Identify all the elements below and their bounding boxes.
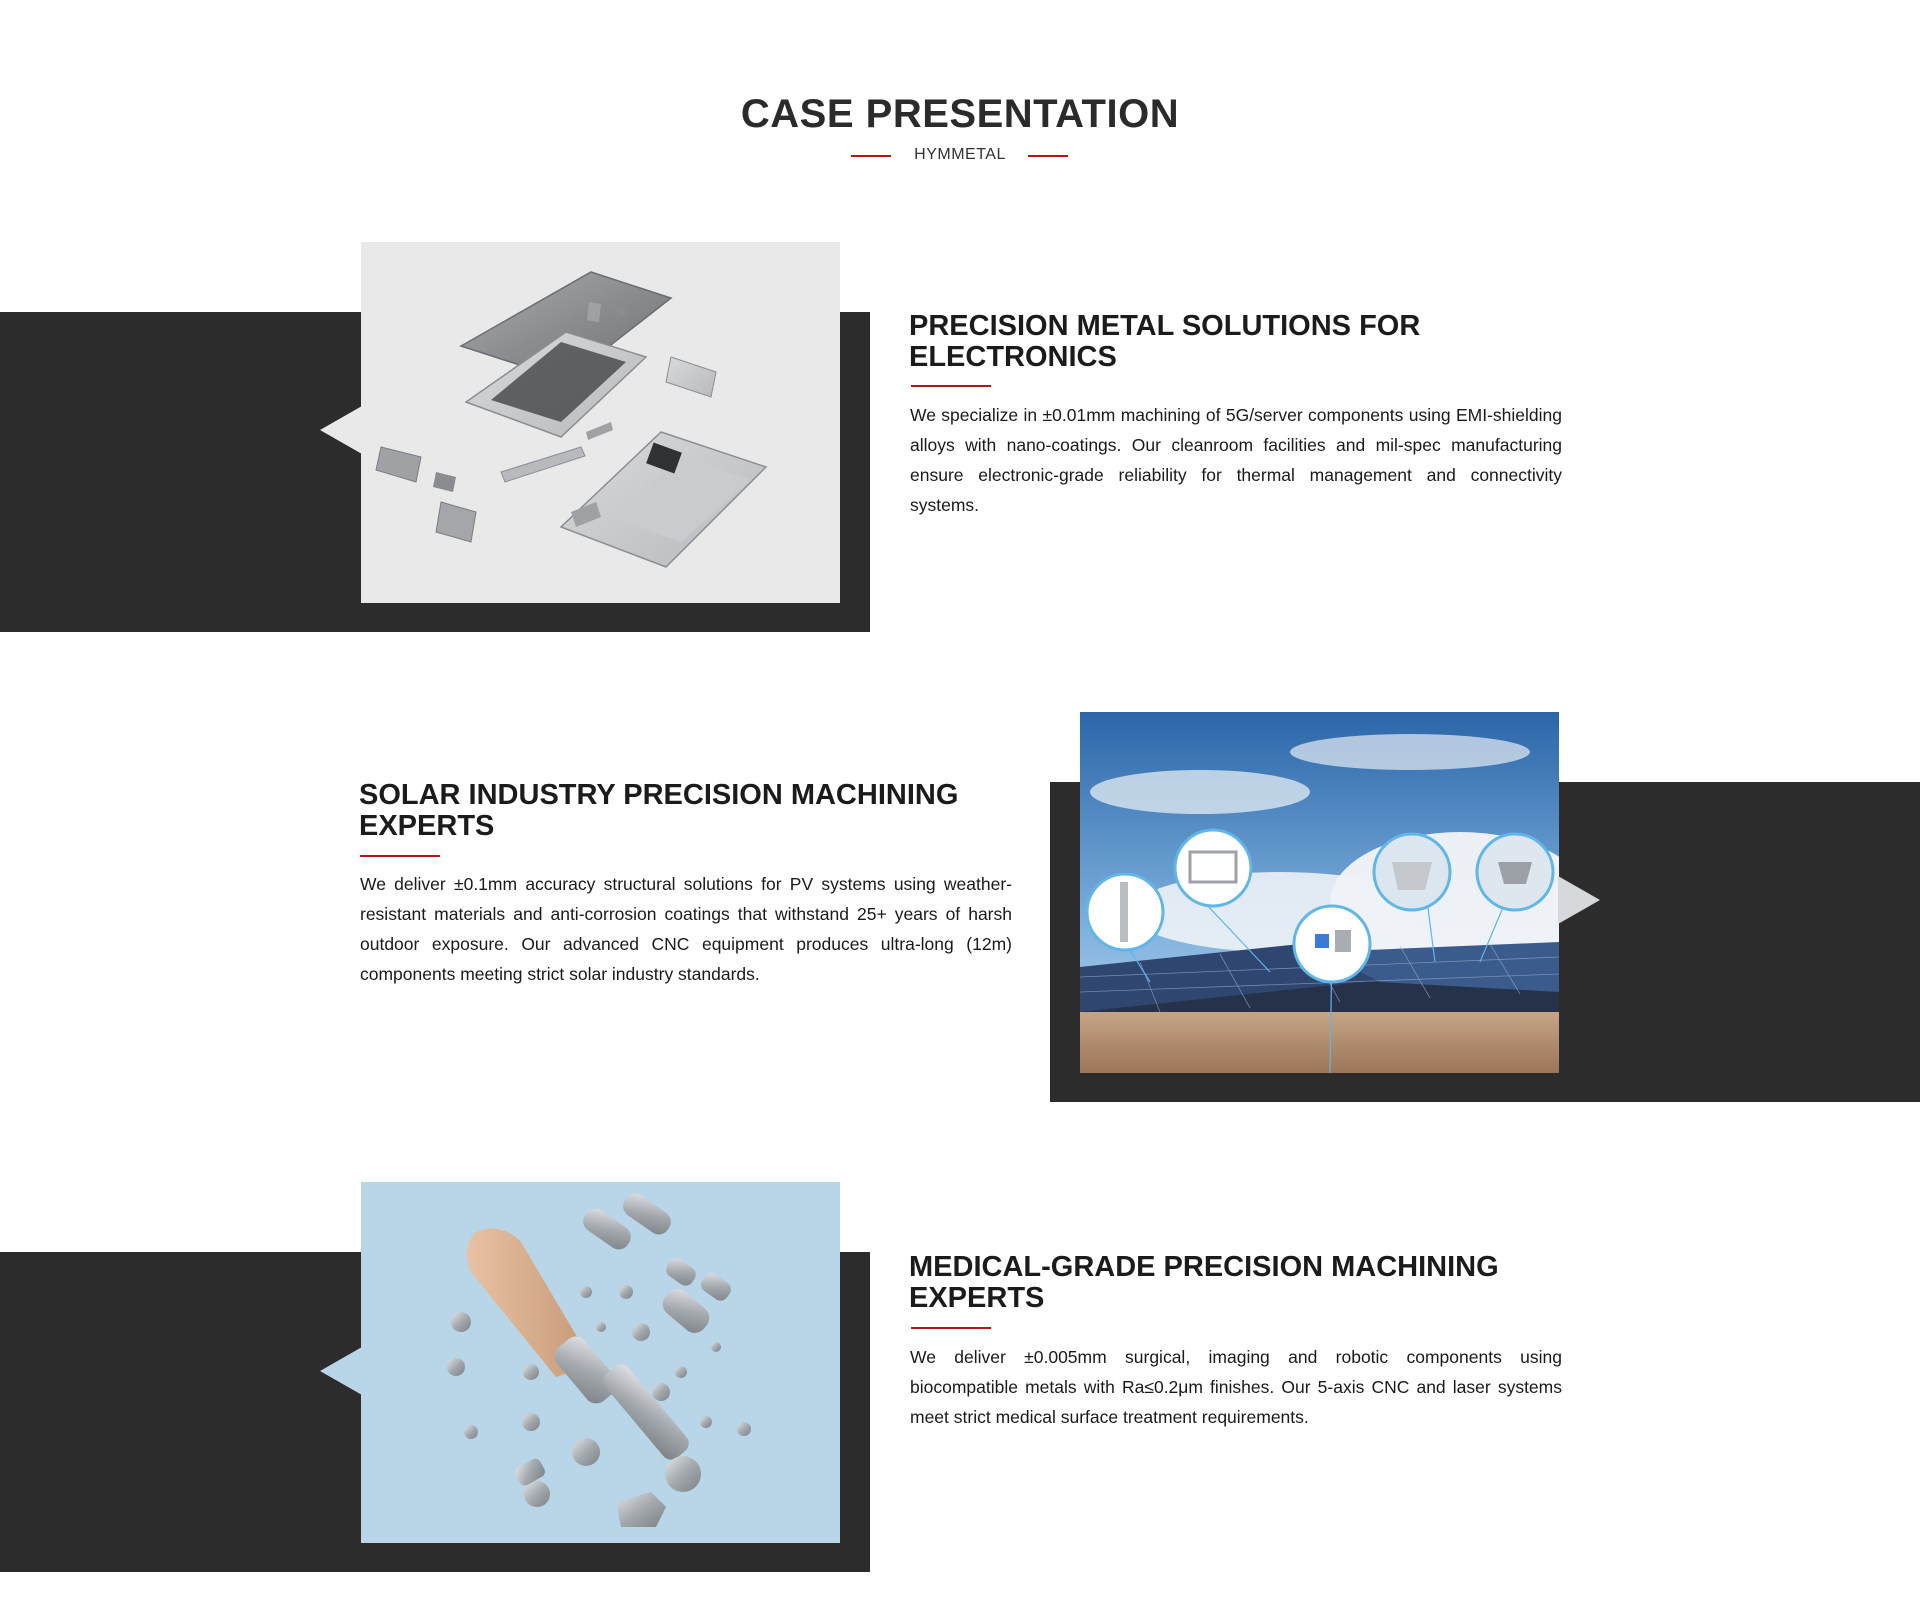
case-text-solar: We deliver ±0.1mm accuracy structural solutions for PV systems using weather-resistant materials and anti-corrosion coatings that withstand 25+ years of harsh outdoor exposure. Our advanced CNC equipment produces ultra-long (12m) components meeting strict solar industry standards. (360, 874, 1012, 984)
case-text-electronics: We specialize in ±0.01mm machining of 5G/server components using EMI-shielding alloys with nano-coatings. Our cleanroom facilities and mil-spec manufacturing ensure electronic-grade reliability for thermal management and connectivity systems. (910, 405, 1562, 515)
case-title-medical: MEDICAL-GRADE PRECISION MACHINING EXPERTS (909, 1251, 1499, 1314)
case-title-solar: SOLAR INDUSTRY PRECISION MACHINING EXPERTS (359, 779, 959, 842)
title-divider-right (1028, 155, 1068, 157)
case-divider-solar (360, 855, 440, 857)
case-image-medical (361, 1182, 840, 1543)
case-divider-electronics (911, 385, 991, 387)
section-title: CASE PRESENTATION (740, 92, 1180, 136)
case-image-electronics (361, 242, 840, 603)
prosthetic-parts-illustration (361, 1182, 840, 1543)
solar-array-illustration (1080, 712, 1559, 1073)
exploded-laptop-illustration (361, 242, 840, 603)
section-subtitle: HYMMETAL (914, 146, 1006, 163)
case-text-medical: We deliver ±0.005mm surgical, imaging and robotic components using biocompatible metals with Ra≤0.2μm finishes. Our 5-axis CNC and laser systems meet strict medical surface treatment requirements. (910, 1347, 1562, 1427)
case-divider-medical (911, 1327, 991, 1329)
callout-notch-1 (320, 406, 362, 454)
callout-notch-2 (1558, 876, 1600, 924)
callout-notch-3 (320, 1347, 362, 1395)
case-title-electronics: PRECISION METAL SOLUTIONS FOR ELECTRONICS (909, 310, 1421, 373)
case-image-solar (1080, 712, 1559, 1073)
